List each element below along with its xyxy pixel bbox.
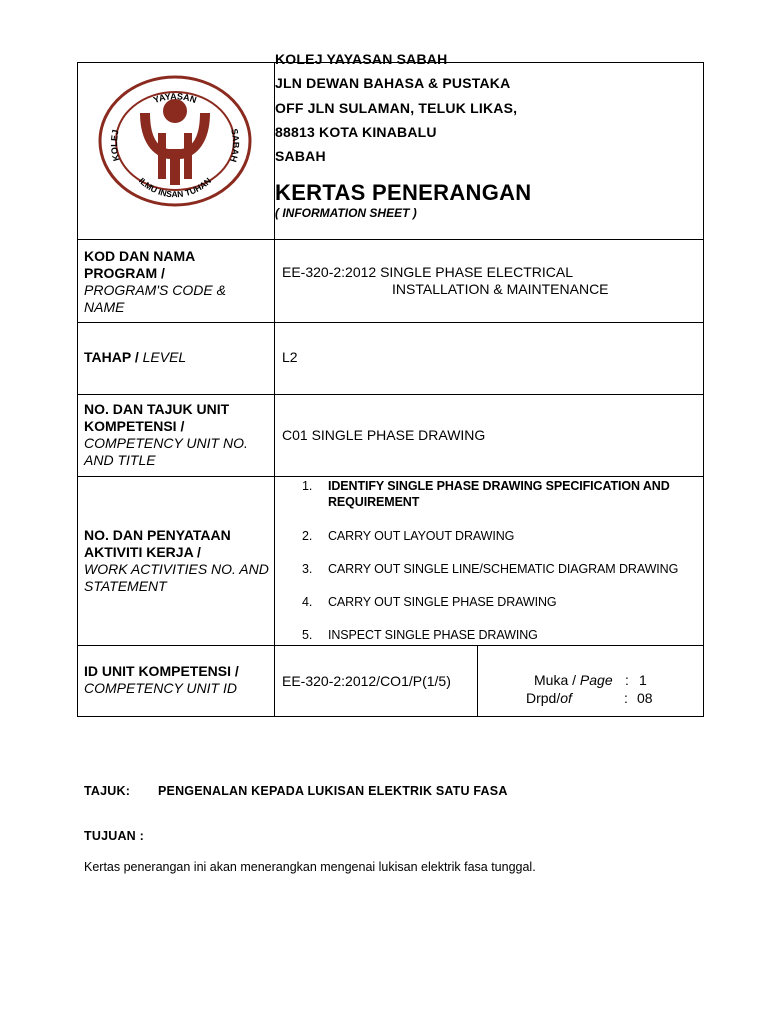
total-pages-label-italic: of [560, 690, 572, 706]
program-value-line1: EE-320-2:2012 SINGLE PHASE ELECTRICAL [282, 264, 574, 280]
document-subtitle: ( INFORMATION SHEET ) [275, 206, 417, 220]
activity-item [302, 627, 702, 643]
intro-paragraph: Kertas penerangan ini akan menerangkan mengenai lukisan elektrik fasa tunggal. [84, 860, 536, 874]
activity-text-line2: REQUIREMENT [328, 495, 420, 509]
logo-left-text: KOLEJ [109, 128, 122, 163]
program-label [84, 248, 270, 316]
logo-right-text: SABAH [228, 127, 241, 164]
unit-label [84, 401, 270, 469]
unit-id-label [84, 663, 274, 697]
page-label-italic: Page [579, 672, 613, 688]
level-label-bold: TAHAP / [84, 349, 139, 365]
table-divider [77, 645, 704, 646]
page-label-text: Muka / [534, 672, 577, 688]
page-colon: : [625, 672, 629, 688]
activity-item [302, 478, 702, 512]
unit-id-value: EE-320-2:2012/CO1/P(1/5) [282, 673, 451, 689]
total-pages-label-text: Drpd/ [526, 690, 561, 706]
college-logo-graphic [96, 73, 254, 209]
logo-bottom-text: ILMU INSAN TUHAN [136, 175, 214, 200]
address-line: OFF JLN SULAMAN, TELUK LIKAS, [275, 100, 518, 116]
table-divider [77, 322, 704, 323]
tujuan-label: TUJUAN : [84, 829, 144, 843]
total-pages-label [526, 690, 572, 707]
total-pages-number: 08 [637, 690, 653, 706]
document-title: KERTAS PENERANGAN [275, 180, 532, 205]
tajuk-label: TAJUK: [84, 784, 131, 798]
page-label [534, 672, 613, 689]
address-line: 88813 KOTA KINABALU [275, 124, 437, 140]
activity-text-line1: IDENTIFY SINGLE PHASE DRAWING SPECIFICATION AND [328, 479, 670, 493]
activity-number: 5. [302, 628, 313, 642]
level-label-italic: LEVEL [142, 349, 187, 365]
activity-item [302, 594, 702, 610]
activity-text: CARRY OUT SINGLE LINE/SCHEMATIC DIAGRAM DRAWING [328, 562, 679, 576]
college-logo [96, 73, 254, 209]
activity-text: CARRY OUT LAYOUT DRAWING [328, 529, 515, 543]
activity-number: 3. [302, 562, 313, 576]
activities-label [84, 527, 270, 595]
table-divider [77, 239, 704, 240]
program-value-line2: INSTALLATION & MAINTENANCE [392, 281, 609, 297]
svg-text:KOLEJ [109, 129, 122, 162]
activity-number: 2. [302, 529, 313, 543]
activity-text: INSPECT SINGLE PHASE DRAWING [328, 628, 538, 642]
tajuk-value: PENGENALAN KEPADA LUKISAN ELEKTRIK SATU FASA [158, 784, 508, 798]
logo-top-text: YAYASAN [152, 91, 198, 106]
activity-item [302, 561, 702, 577]
program-label-italic: PROGRAM'S CODE & NAME [84, 282, 226, 315]
table-column-divider [477, 645, 478, 717]
activity-item [302, 528, 702, 544]
level-value: L2 [282, 349, 298, 365]
table-divider [77, 394, 704, 395]
activities-label-bold: NO. DAN PENYATAAN AKTIVITI KERJA / [84, 527, 231, 560]
page-number: 1 [639, 672, 647, 688]
unit-id-label-italic: COMPETENCY UNIT ID [84, 680, 237, 696]
unit-label-italic: COMPETENCY UNIT NO. AND TITLE [84, 435, 248, 468]
activities-label-italic: WORK ACTIVITIES NO. AND STATEMENT [84, 561, 269, 594]
total-pages-colon: : [624, 690, 628, 706]
level-label [84, 349, 186, 366]
address-line: KOLEJ YAYASAN SABAH [275, 51, 448, 67]
unit-value: C01 SINGLE PHASE DRAWING [282, 427, 486, 443]
activity-number: 4. [302, 595, 313, 609]
unit-label-bold: NO. DAN TAJUK UNIT KOMPETENSI / [84, 401, 230, 434]
address-line: JLN DEWAN BAHASA & PUSTAKA [275, 75, 511, 91]
svg-text:SABAH [228, 128, 241, 163]
activity-text: CARRY OUT SINGLE PHASE DRAWING [328, 595, 557, 609]
unit-id-label-bold: ID UNIT KOMPETENSI / [84, 663, 239, 679]
table-divider [77, 476, 704, 477]
activity-text [328, 478, 670, 510]
program-label-bold: KOD DAN NAMA PROGRAM / [84, 248, 195, 281]
activity-number: 1. [302, 479, 313, 493]
address-line: SABAH [275, 148, 326, 164]
